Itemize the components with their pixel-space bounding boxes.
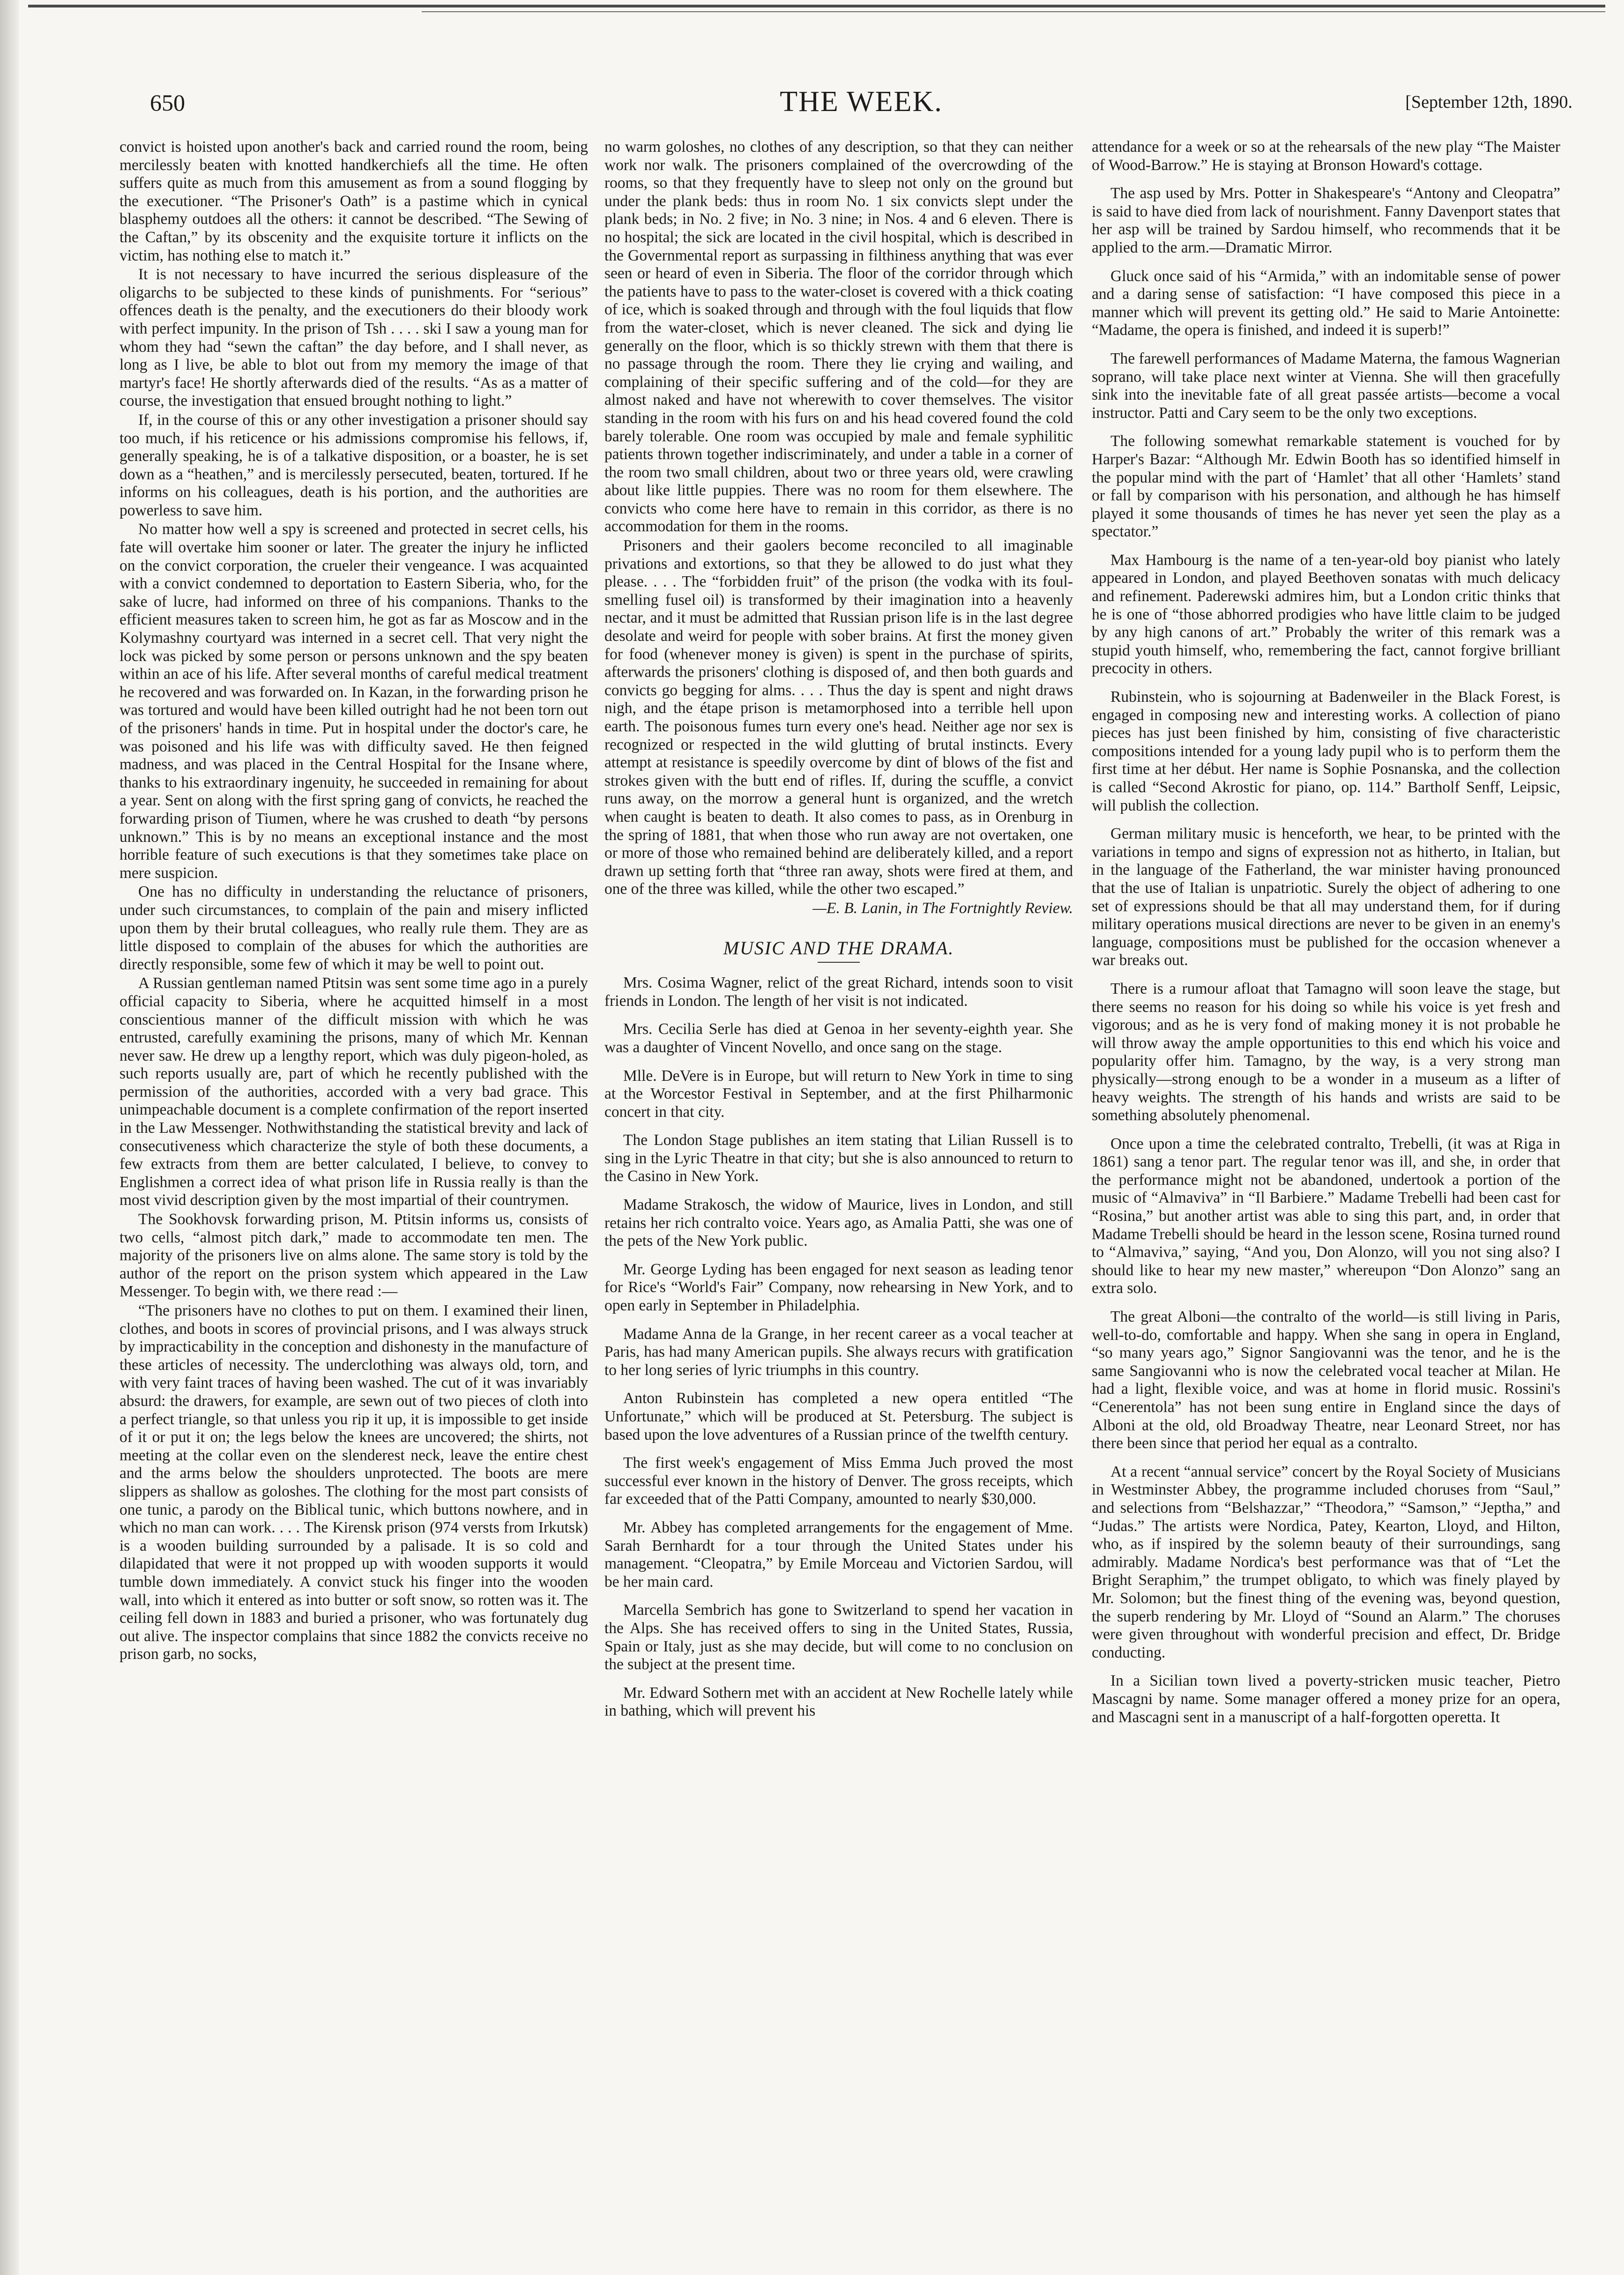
news-item: Madame Anna de la Grange, in her recent career as a vocal teacher at Paris, has had many American pupils. She always recurs with gratification to her long series of lyric triumphs in this country. [604, 1325, 1073, 1379]
news-item: The farewell performances of Madame Materna, the famous Wagnerian soprano, will take place next winter at Vienna. She will then gracefully sink into the inevitable fate of all great passée artists—become a vocal instructor. Patti and Cary seem to be the only two exceptions. [1092, 349, 1560, 422]
paragraph: The Sookhovsk forwarding prison, M. Ptitsin informs us, consists of two cells, “almost pitch dark,” made to accommodate ten men. The majority of the prisoners live on alms alone. The same story is told by the author of the report on the prison system which appeared in the Law Messenger. To begin with, we there read :— [119, 1211, 588, 1301]
paragraph: No matter how well a spy is screened and protected in secret cells, his fate will overtake him sooner or later. The greater the injury he inflicted on the convict corporation, the crueler their vengeance. I was acquainted with a convict condemned to deportation to Eastern Siberia, who, for the sake of lucre, had informed on three of his companions. Thanks to the efficient measures taken to screen him, he got as far as Moscow and in the Kolymashny courtyard was interned in a secret cell. That very night the lock was picked by some person or persons unknown and the spy beaten within an ace of his life. After several months of careful medical treatment he recovered and was forwarded on. In Kazan, in the forwarding prison he was tortured and would have been killed outright had he not been torn out of the prisoners' hands in time. Put in hospital under the doctor's care, he was poisoned and his life was with difficulty saved. He then feigned madness, and was placed in the Central Hospital for the Insane where, thanks to his extraordinary ingenuity, he succeeded in remaining for about a year. Sent on along with the first spring gang of convicts, he reached the forwarding prison of Tiumen, where he was crushed to death “by persons unknown.” This is by no means an exceptional instance and the most horrible feature of such executions is that they sometimes take place on mere suspicion. [119, 520, 588, 882]
news-item: The asp used by Mrs. Potter in Shakespeare's “Antony and Cleopatra” is said to have died from lack of nourishment. Fanny Davenport states that her asp will be trained by Sardou himself, who recommends that it be applied to the arm.—Dramatic Mirror. [1092, 185, 1560, 256]
section-divider [818, 962, 860, 963]
news-item: At a recent “annual service” concert by the Royal Society of Musicians in Westminster Abbey, the programme included choruses from “Saul,” and selections from “Belshazzar,” “Theodora,” “Samson,” “Jeptha,” and “Judas.” The artists were Nordica, Patey, Kearton, Lloyd, and Hilton, who, as if inspired by the solemn beauty of their surroundings, sang admirably. Madame Nordica's best performance was that of “Let the Bright Seraphim,” the trumpet obligato, to which was finely played by Mr. Solomon; but the finest thing of the evening was, beyond question, the superb rendering by Mr. Lloyd of “Sound an Alarm.” The choruses were given throughout with wonderful precision and effect, Dr. Bridge conducting. [1092, 1463, 1560, 1661]
paragraph: “The prisoners have no clothes to put on them. I examined their linen, clothes, and boots in scores of provincial prisons, and I was always struck by impracticability in the conception and dishonesty in the manufacture of these articles of necessity. The underclothing was always old, torn, and with very faint traces of having been washed. The cut of it was invariably absurd: the drawers, for example, are sewn out of two pieces of cloth into a perfect triangle, so that unless you rip it up, it is impossible to get inside of it or put it on; the legs below the knees are uncovered; the shirts, not meeting at the collar even on the slenderest neck, leave the entire chest and the arms below the shoulders unprotected. The boots are mere slippers as shallow as goloshes. The clothing for the most part consists of one tunic, a parody on the Biblical tunic, which buttons nowhere, and in which no man can work. . . . The Kirensk prison (974 versts from Irkutsk) is a wooden building surrounded by a palisade. It is so cold and dilapidated that were it not propped up with wooden supports it would tumble down immediately. A convict stuck his finger into the wooden wall, into which it entered as into butter or soft snow, so rotten was it. The ceiling fell down in 1883 and buried a prisoner, who was fortunately dug out alive. The inspector complains that since 1882 the convicts receive no prison garb, no socks, [119, 1302, 588, 1663]
news-item: Max Hambourg is the name of a ten-year-old boy pianist who lately appeared in London, and played Beethoven sonatas with much delicacy and refinement. Paderewski admires him, but a London critic thinks that he is one of “those abhorred prodigies who have little claim to be judged by any high canons of art.” Probably the writer of this remark was a stupid youth himself, who, remembering the fact, cannot forgive brilliant precocity in others. [1092, 551, 1560, 677]
news-item: Rubinstein, who is sojourning at Badenweiler in the Black Forest, is engaged in composing new and interesting works. A collection of piano pieces has just been finished by him, consisting of five characteristic compositions intended for a young lady pupil who is to perform them the first time at her début. Her name is Sophie Posnanska, and the collection is called “Second Akrostic for piano, op. 114.” Bartholf Senff, Leipsic, will publish the collection. [1092, 688, 1560, 814]
column-3 [1092, 138, 1560, 2256]
news-item: German military music is henceforth, we hear, to be printed with the variations in tempo and signs of expression not as hitherto, in Italian, but in the language of the Fatherland, the war minister having pronounced that the use of Italian is unpatriotic. Surely the object of adhering to one set of expressions should be that all may understand them, for if during military operations musical directions are never to be given in an enemy's language, compositions must be published for the occasion whenever a war breaks out. [1092, 825, 1560, 969]
top-rule [28, 5, 1605, 7]
news-item: Mr. Abbey has completed arrangements for the engagement of Mme. Sarah Bernhardt for a tour through the United States under his management. “Cleopatra,” by Emile Morceau and Victorien Sardou, will be her main card. [604, 1518, 1073, 1591]
news-item: Gluck once said of his “Armida,” with an indomitable sense of power and a daring sense of satisfaction: “I have composed this piece in a manner which will prevent its getting old.” He said to Marie Antoinette: “Madame, the opera is finished, and indeed it is superb!” [1092, 267, 1560, 339]
paragraph: no warm goloshes, no clothes of any description, so that they can neither work nor walk. The prisoners complained of the overcrowding of the rooms, so that they frequently have to sleep not only on the ground but under the plank beds: thus in room No. 1 six convicts slept under the plank beds; in No. 2 five; in No. 3 nine; in Nos. 4 and 6 eleven. There is no hospital; the sick are located in the civil hospital, which is described in the Governmental report as surpassing in filthiness anything that was ever seen or heard of even in Siberia. The floor of the corridor through which the patients have to pass to the water-closet is covered with a thick coating of ice, which is soaked through and through with the foul liquids that flow from the water-closet, which is never cleaned. The sick and dying lie generally on the floor, which is so thickly strewn with them that there is no passage through the room. There they lie crying and wailing, and complaining of their specific suffering and of the cold—for they are almost naked and have not wherewith to cover themselves. The visitor standing in the room with his furs on and his head covered found the cold barely tolerable. One room was occupied by male and female syphilitic patients thrown together indiscriminately, and under a table in a corner of the room two small children, about two or three years old, were crawling about like little puppies. There was no room for them elsewhere. The convicts who come here have to remain in this corridor, as there is no accommodation for them in the rooms. [604, 138, 1073, 535]
news-item: Mr. Edward Sothern met with an accident at New Rochelle lately while in bathing, which will prevent his [604, 1684, 1073, 1720]
paragraph: One has no difficulty in understanding the reluctance of prisoners, under such circumstances, to complain of the pain and misery inflicted upon them by their brutal colleagues, who really rule them. They are as little disposed to complain of the abuses for which the authorities are directly responsible, some few of which it may be well to point out. [119, 883, 588, 973]
news-item: Anton Rubinstein has completed a new opera entitled “The Unfortunate,” which will be produced at St. Petersburg. The subject is based upon the love adventures of a Russian prince of the twelfth century. [604, 1390, 1073, 1443]
news-item: In a Sicilian town lived a poverty-stricken music teacher, Pietro Mascagni by name. Some manager offered a money prize for an opera, and Mascagni sent in a manuscript of a half-forgotten operetta. It [1092, 1672, 1560, 1726]
news-item: Mrs. Cosima Wagner, relict of the great Richard, intends soon to visit friends in London. The length of her visit is not indicated. [604, 974, 1073, 1010]
news-item: Mrs. Cecilia Serle has died at Genoa in her seventy-eighth year. She was a daughter of Vincent Novello, and once sang on the stage. [604, 1020, 1073, 1056]
news-item: Once upon a time the celebrated contralto, Trebelli, (it was at Riga in 1861) sang a tenor part. The regular tenor was ill, and she, in order that the performance might not be abandoned, undertook a portion of the music of “Almaviva” in “Il Barbiere.” Madame Trebelli had been cast for “Rosina,” but another artist was able to sing this part, and, in order that Madame Trebelli should be heard in the lesson scene, Rosina turned round to “Almaviva,” saying, “And you, Don Alonzo, will you not sing also? I should like to hear my new master,” whereupon “Don Alonzo” sang an extra solo. [1092, 1135, 1560, 1297]
page-number: 650 [150, 89, 185, 116]
news-item: Mlle. DeVere is in Europe, but will return to New York in time to sing at the Worcestor Festival in September, and at the first Philharmonic concert in that city. [604, 1067, 1073, 1121]
issue-date: [September 12th, 1890. [1405, 92, 1572, 112]
column-1 [119, 138, 588, 2256]
paragraph: It is not necessary to have incurred the serious displeasure of the oligarchs to be subjected to these kinds of punishments. For “serious” offences death is the penalty, and the executioners do their bloody work with perfect impunity. In the prison of Tsh . . . . ski I saw a young man for whom they had “sewn the caftan” the day before, and I shall never, as long as I live, be able to blot out from my memory the image of that martyr's face! He shortly afterwards died of the results. “As as a matter of course, the investigation that ensued brought nothing to light.” [119, 266, 588, 410]
article-source: —E. B. Lanin, in The Fortnightly Review. [812, 899, 1073, 917]
paragraph: convict is hoisted upon another's back and carried round the room, being mercilessly beaten with knotted handkerchiefs all the time. He often suffers quite as much from this amusement as from a sound flogging by the executioner. “The Prisoner's Oath” is a pastime which in cynical blasphemy outdoes all the others: it cannot be described. “The Sewing of the Caftan,” by its obscenity and the exquisite torture it inflicts on the victim, has nothing else to match it.” [119, 138, 588, 264]
page-edge-shadow [0, 0, 19, 2275]
page-header [150, 86, 1572, 126]
news-item: Mr. George Lyding has been engaged for next season as leading tenor for Rice's “World's Fair” Company, now rehearsing in New York, and to open early in September in Philadelphia. [604, 1260, 1073, 1315]
news-item: The London Stage publishes an item stating that Lilian Russell is to sing in the Lyric Theatre in that city; but she is also announced to return to the Casino in New York. [604, 1131, 1073, 1185]
news-item: Marcella Sembrich has gone to Switzerland to spend her vacation in the Alps. She has received offers to sing in the United States, Russia, Spain or Italy, just as she may decide, but will come to no conclusion on the subject at the present time. [604, 1601, 1073, 1673]
news-item: Madame Strakosch, the widow of Maurice, lives in London, and still retains her rich contralto voice. Years ago, as Amalia Patti, she was one of the pets of the New York public. [604, 1196, 1073, 1250]
paragraph: If, in the course of this or any other investigation a prisoner should say too much, if his reticence or his admissions compromise his fellows, if, generally speaking, he is of a talkative disposition, or a boaster, he is set down as a “heathen,” and is mercilessly persecuted, beaten, tortured. If he informs on his colleagues, death is his portion, and the authorities are powerless to save him. [119, 411, 588, 519]
section-heading-music-drama: MUSIC AND THE DRAMA. [723, 937, 954, 959]
masthead-title: THE WEEK. [780, 86, 943, 118]
paragraph: Prisoners and their gaolers become reconciled to all imaginable privations and extortions, so that they be allowed to do just what they please. . . . The “forbidden fruit” of the prison (the vodka with its foul-smelling fusel oil) is transformed by their imagination into a heavenly nectar, and it must be admitted that Russian prison life is in the last degree desolate and weird for people with sober brains. At first the money given for food (whenever money is given) is spent in the purchase of spirits, afterwards the prisoners' clothing is disposed of, and then both guards and convicts go begging for alms. . . . Thus the day is spent and night draws nigh, and the étape prison is metamorphosed into a terrible hell upon earth. The poisonous fumes turn every one's head. Neither age nor sex is recognized or respected in the wild glutting of brutal instincts. Every attempt at resistance is speedily overcome by dint of blows of the fist and strokes given with the butt end of rifles. If, during the scuffle, a convict runs away, on the morrow a general hunt is organized, and the wretch when caught is beaten to death. It also comes to pass, as in Orenburg in the spring of 1881, that when those who run away are not overtaken, one or more of those who remained behind are deliberately killed, and a report drawn up setting forth that “three ran away, shots were fired at them, and one of the three was killed, while the other two escaped.” [604, 537, 1073, 898]
news-item: attendance for a week or so at the rehearsals of the new play “The Maister of Wood-Barrow.” He is staying at Bronson Howard's cottage. [1092, 138, 1560, 174]
news-item: The first week's engagement of Miss Emma Juch proved the most successful ever known in the history of Denver. The gross receipts, which far exceeded that of the Patti Company, amounted to nearly $30,000. [604, 1454, 1073, 1508]
news-item: The great Alboni—the contralto of the world—is still living in Paris, well-to-do, comfortable and happy. When she sang in opera in England, “so many years ago,” Signor Sangiovanni was the tenor, and he is the same Sangiovanni who is now the celebrated vocal teacher at Milan. He had a light, flexible voice, and was at home in florid music. Rossini's “Cenerentola” has not been sung entire in England since the days of Alboni at the old, old Broadway Theatre, near Leonard Street, nor has there been since that period her equal as a contralto. [1092, 1308, 1560, 1452]
paragraph: A Russian gentleman named Ptitsin was sent some time ago in a purely official capacity to Siberia, where he acquitted himself in a most conscientious manner of the difficult mission with which he was entrusted, carefully examining the prisons, many of which Mr. Kennan never saw. He drew up a lengthy report, which was duly pigeon-holed, as such reports usually are, part of which he recently published with the permission of the authorities, accorded with a very bad grace. This unimpeachable document is a complete confirmation of the report inserted in the Law Messenger. Nothwithstanding the statistical brevity and lack of consecutiveness which characterize the style of both these documents, a few extracts from them are better calculated, I believe, to convey to Englishmen a correct idea of what prison life in Russia really is than the most vivid description given by the most impartial of their countrymen. [119, 974, 588, 1209]
column-2 [604, 138, 1073, 2256]
news-item: There is a rumour afloat that Tamagno will soon leave the stage, but there seems no reason for his doing so while his voice is yet fresh and vigorous; and as he is very fond of making money it is not probable he will throw away the ample opportunities to this end which his voice and popularity offer him. Tamagno, by the way, is a very strong man physically—strong enough to be a wonder in a museum as a lifter of heavy weights. The strength of his hands and wrists are said to be something absolutely phenomenal. [1092, 980, 1560, 1124]
news-item: The following somewhat remarkable statement is vouched for by Harper's Bazar: “Although Mr. Edwin Booth has so identified himself in the popular mind with the part of ‘Hamlet’ that all other ‘Hamlets’ stand or fall by comparison with his personation, and although he has himself played it some thousands of times he has never yet seen the play as a spectator.” [1092, 432, 1560, 541]
top-rule-thin [422, 11, 1605, 12]
